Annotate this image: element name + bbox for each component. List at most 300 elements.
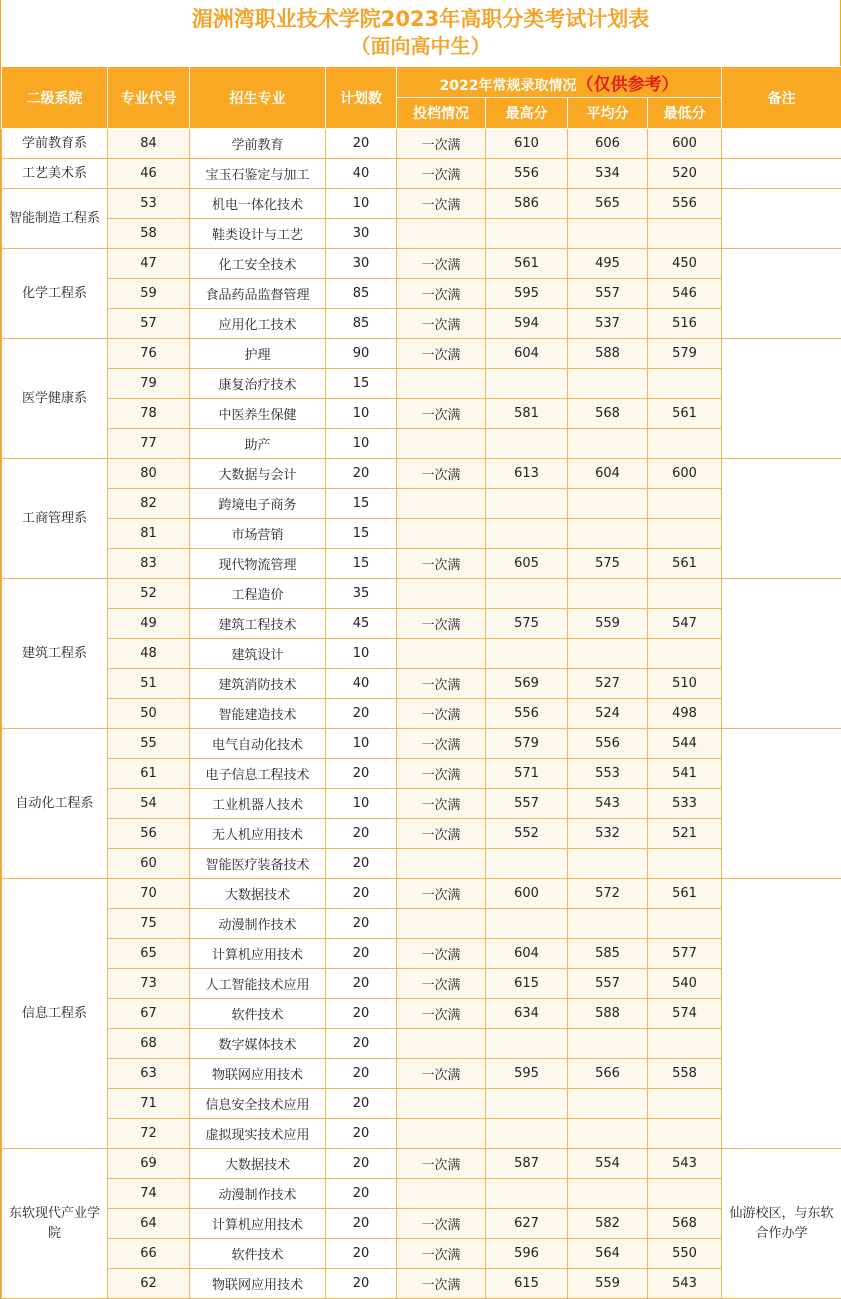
avg-cell	[568, 519, 648, 549]
plan-cell: 20	[326, 939, 397, 969]
major-cell: 物联网应用技术	[190, 1269, 326, 1299]
min-cell	[648, 909, 722, 939]
min-cell: 544	[648, 729, 722, 759]
code-cell: 63	[108, 1059, 190, 1089]
table-row	[2, 369, 841, 399]
max-cell	[486, 489, 568, 519]
plan-cell: 15	[326, 519, 397, 549]
avg-cell: 495	[568, 249, 648, 279]
page-title: 湄洲湾职业技术学院2023年高职分类考试计划表	[191, 7, 650, 31]
status-cell	[397, 639, 486, 669]
max-cell: 634	[486, 999, 568, 1029]
major-cell: 护理	[190, 339, 326, 369]
min-cell: 533	[648, 789, 722, 819]
max-cell: 556	[486, 699, 568, 729]
avg-cell: 575	[568, 549, 648, 579]
min-cell: 577	[648, 939, 722, 969]
code-cell: 72	[108, 1119, 190, 1149]
status-cell	[397, 489, 486, 519]
table-row	[2, 639, 841, 669]
header-max: 最高分	[486, 98, 568, 129]
min-cell: 520	[648, 159, 722, 189]
table-row	[2, 849, 841, 879]
avg-cell	[568, 489, 648, 519]
dept-cell: 学前教育系	[2, 129, 108, 159]
min-cell: 521	[648, 819, 722, 849]
table-row	[2, 609, 841, 639]
plan-cell: 15	[326, 549, 397, 579]
status-cell: 一次满	[397, 309, 486, 339]
plan-cell: 20	[326, 1179, 397, 1209]
min-cell: 579	[648, 339, 722, 369]
avg-cell	[568, 219, 648, 249]
avg-cell: 524	[568, 699, 648, 729]
min-cell	[648, 639, 722, 669]
max-cell: 561	[486, 249, 568, 279]
table-row	[2, 1029, 841, 1059]
code-cell: 65	[108, 939, 190, 969]
note-cell	[722, 189, 841, 249]
major-cell: 宝玉石鉴定与加工	[190, 159, 326, 189]
avg-cell	[568, 1119, 648, 1149]
major-cell: 建筑工程技术	[190, 609, 326, 639]
avg-cell: 568	[568, 399, 648, 429]
avg-cell: 565	[568, 189, 648, 219]
status-cell: 一次满	[397, 459, 486, 489]
code-cell: 47	[108, 249, 190, 279]
min-cell: 516	[648, 309, 722, 339]
avg-cell: 557	[568, 969, 648, 999]
min-cell: 450	[648, 249, 722, 279]
code-cell: 78	[108, 399, 190, 429]
min-cell: 550	[648, 1239, 722, 1269]
header-min: 最低分	[648, 98, 722, 129]
page-subtitle: （面向高中生）	[350, 34, 491, 58]
plan-cell: 20	[326, 1209, 397, 1239]
major-cell: 康复治疗技术	[190, 369, 326, 399]
code-cell: 73	[108, 969, 190, 999]
plan-cell: 20	[326, 819, 397, 849]
major-cell: 电气自动化技术	[190, 729, 326, 759]
note-cell	[722, 579, 841, 729]
code-cell: 48	[108, 639, 190, 669]
max-cell: 571	[486, 759, 568, 789]
plan-cell: 20	[326, 969, 397, 999]
plan-cell: 20	[326, 699, 397, 729]
code-cell: 54	[108, 789, 190, 819]
status-cell: 一次满	[397, 819, 486, 849]
major-cell: 动漫制作技术	[190, 1179, 326, 1209]
avg-cell	[568, 1029, 648, 1059]
status-cell: 一次满	[397, 969, 486, 999]
code-cell: 52	[108, 579, 190, 609]
plan-cell: 20	[326, 849, 397, 879]
table-row	[2, 519, 841, 549]
max-cell	[486, 1119, 568, 1149]
min-cell	[648, 519, 722, 549]
plan-cell: 20	[326, 999, 397, 1029]
table-row	[2, 909, 841, 939]
table-row	[2, 939, 841, 969]
major-cell: 大数据与会计	[190, 459, 326, 489]
status-cell	[397, 369, 486, 399]
table-row	[2, 669, 841, 699]
major-cell: 物联网应用技术	[190, 1059, 326, 1089]
major-cell: 虚拟现实技术应用	[190, 1119, 326, 1149]
min-cell: 574	[648, 999, 722, 1029]
table-row	[2, 129, 841, 159]
status-cell: 一次满	[397, 189, 486, 219]
status-cell: 一次满	[397, 1059, 486, 1089]
min-cell: 498	[648, 699, 722, 729]
code-cell: 70	[108, 879, 190, 909]
plan-cell: 10	[326, 729, 397, 759]
code-cell: 77	[108, 429, 190, 459]
code-cell: 56	[108, 819, 190, 849]
table-row	[2, 579, 841, 609]
code-cell: 69	[108, 1149, 190, 1179]
code-cell: 81	[108, 519, 190, 549]
major-cell: 市场营销	[190, 519, 326, 549]
avg-cell: 604	[568, 459, 648, 489]
code-cell: 60	[108, 849, 190, 879]
max-cell	[486, 909, 568, 939]
max-cell	[486, 1029, 568, 1059]
avg-cell: 553	[568, 759, 648, 789]
header-group-reference: （仅供参考）	[576, 74, 679, 95]
table-row	[2, 339, 841, 369]
avg-cell: 557	[568, 279, 648, 309]
major-cell: 计算机应用技术	[190, 939, 326, 969]
max-cell	[486, 369, 568, 399]
min-cell	[648, 1089, 722, 1119]
note-cell	[722, 879, 841, 1149]
code-cell: 75	[108, 909, 190, 939]
status-cell: 一次满	[397, 699, 486, 729]
min-cell: 556	[648, 189, 722, 219]
code-cell: 61	[108, 759, 190, 789]
max-cell: 615	[486, 1269, 568, 1299]
avg-cell: 554	[568, 1149, 648, 1179]
table-row	[2, 1239, 841, 1269]
avg-cell	[568, 429, 648, 459]
header-note: 备注	[722, 67, 841, 129]
major-cell: 跨境电子商务	[190, 489, 326, 519]
code-cell: 46	[108, 159, 190, 189]
plan-cell: 85	[326, 309, 397, 339]
major-cell: 大数据技术	[190, 1149, 326, 1179]
avg-cell	[568, 849, 648, 879]
major-cell: 建筑消防技术	[190, 669, 326, 699]
max-cell: 595	[486, 279, 568, 309]
table-row	[2, 219, 841, 249]
table-row	[2, 489, 841, 519]
status-cell: 一次满	[397, 759, 486, 789]
major-cell: 机电一体化技术	[190, 189, 326, 219]
max-cell: 604	[486, 339, 568, 369]
code-cell: 80	[108, 459, 190, 489]
avg-cell	[568, 579, 648, 609]
max-cell: 595	[486, 1059, 568, 1089]
major-cell: 中医养生保健	[190, 399, 326, 429]
code-cell: 58	[108, 219, 190, 249]
plan-table-body	[2, 129, 841, 1299]
avg-cell: 559	[568, 1269, 648, 1299]
plan-cell: 10	[326, 399, 397, 429]
code-cell: 79	[108, 369, 190, 399]
table-row	[2, 1149, 841, 1179]
code-cell: 53	[108, 189, 190, 219]
status-cell: 一次满	[397, 1209, 486, 1239]
status-cell	[397, 1179, 486, 1209]
major-cell: 软件技术	[190, 1239, 326, 1269]
plan-cell: 20	[326, 1029, 397, 1059]
code-cell: 55	[108, 729, 190, 759]
header-plan: 计划数	[326, 67, 397, 129]
plan-cell: 20	[326, 909, 397, 939]
table-row	[2, 1209, 841, 1239]
min-cell	[648, 1119, 722, 1149]
plan-cell: 20	[326, 129, 397, 159]
avg-cell: 572	[568, 879, 648, 909]
min-cell	[648, 369, 722, 399]
max-cell	[486, 639, 568, 669]
header-major: 招生专业	[190, 67, 326, 129]
avg-cell	[568, 909, 648, 939]
min-cell	[648, 489, 722, 519]
plan-cell: 20	[326, 1089, 397, 1119]
max-cell: 594	[486, 309, 568, 339]
max-cell: 613	[486, 459, 568, 489]
dept-cell: 工艺美术系	[2, 159, 108, 189]
plan-cell: 10	[326, 789, 397, 819]
table-row	[2, 429, 841, 459]
min-cell: 600	[648, 459, 722, 489]
plan-cell: 20	[326, 879, 397, 909]
header-code: 专业代号	[108, 67, 190, 129]
max-cell: 605	[486, 549, 568, 579]
min-cell: 543	[648, 1149, 722, 1179]
avg-cell: 606	[568, 129, 648, 159]
major-cell: 信息安全技术应用	[190, 1089, 326, 1119]
status-cell: 一次满	[397, 879, 486, 909]
status-cell: 一次满	[397, 399, 486, 429]
table-row	[2, 699, 841, 729]
note-cell	[722, 159, 841, 189]
status-cell: 一次满	[397, 669, 486, 699]
dept-cell: 智能制造工程系	[2, 189, 108, 249]
status-cell	[397, 1029, 486, 1059]
status-cell	[397, 849, 486, 879]
status-cell: 一次满	[397, 129, 486, 159]
avg-cell	[568, 1179, 648, 1209]
dept-cell: 医学健康系	[2, 339, 108, 459]
min-cell	[648, 849, 722, 879]
table-row	[2, 759, 841, 789]
major-cell: 人工智能技术应用	[190, 969, 326, 999]
plan-cell: 20	[326, 1149, 397, 1179]
max-cell: 569	[486, 669, 568, 699]
max-cell: 615	[486, 969, 568, 999]
table-row	[2, 1059, 841, 1089]
min-cell: 543	[648, 1269, 722, 1299]
plan-cell: 10	[326, 429, 397, 459]
plan-cell: 20	[326, 759, 397, 789]
max-cell	[486, 429, 568, 459]
major-cell: 应用化工技术	[190, 309, 326, 339]
plan-cell: 20	[326, 1059, 397, 1089]
min-cell: 558	[648, 1059, 722, 1089]
avg-cell: 582	[568, 1209, 648, 1239]
max-cell: 556	[486, 159, 568, 189]
status-cell: 一次满	[397, 1239, 486, 1269]
header-dept: 二级系院	[2, 67, 108, 129]
status-cell: 一次满	[397, 609, 486, 639]
plan-cell: 20	[326, 1269, 397, 1299]
code-cell: 50	[108, 699, 190, 729]
code-cell: 68	[108, 1029, 190, 1059]
major-cell: 工程造价	[190, 579, 326, 609]
table-row	[2, 999, 841, 1029]
avg-cell	[568, 1089, 648, 1119]
max-cell: 610	[486, 129, 568, 159]
plan-cell: 30	[326, 219, 397, 249]
avg-cell: 564	[568, 1239, 648, 1269]
major-cell: 建筑设计	[190, 639, 326, 669]
dept-cell: 建筑工程系	[2, 579, 108, 729]
plan-cell: 40	[326, 669, 397, 699]
avg-cell: 537	[568, 309, 648, 339]
code-cell: 66	[108, 1239, 190, 1269]
avg-cell: 534	[568, 159, 648, 189]
plan-table	[1, 66, 841, 1299]
max-cell	[486, 579, 568, 609]
table-row	[2, 279, 841, 309]
major-cell: 动漫制作技术	[190, 909, 326, 939]
avg-cell: 588	[568, 339, 648, 369]
table-row	[2, 1119, 841, 1149]
min-cell: 547	[648, 609, 722, 639]
status-cell: 一次满	[397, 339, 486, 369]
major-cell: 数字媒体技术	[190, 1029, 326, 1059]
major-cell: 助产	[190, 429, 326, 459]
min-cell	[648, 579, 722, 609]
dept-cell: 化学工程系	[2, 249, 108, 339]
status-cell	[397, 1119, 486, 1149]
table-row	[2, 459, 841, 489]
max-cell	[486, 219, 568, 249]
max-cell: 596	[486, 1239, 568, 1269]
avg-cell: 543	[568, 789, 648, 819]
status-cell	[397, 909, 486, 939]
avg-cell	[568, 639, 648, 669]
max-cell: 581	[486, 399, 568, 429]
major-cell: 工业机器人技术	[190, 789, 326, 819]
plan-cell: 85	[326, 279, 397, 309]
plan-cell: 10	[326, 189, 397, 219]
header-avg: 平均分	[568, 98, 648, 129]
plan-cell: 20	[326, 1239, 397, 1269]
plan-cell: 20	[326, 459, 397, 489]
max-cell: 600	[486, 879, 568, 909]
table-row	[2, 309, 841, 339]
max-cell	[486, 1089, 568, 1119]
avg-cell	[568, 369, 648, 399]
max-cell: 575	[486, 609, 568, 639]
min-cell	[648, 1179, 722, 1209]
note-cell	[722, 459, 841, 579]
min-cell: 510	[648, 669, 722, 699]
table-row	[2, 159, 841, 189]
note-cell: 仙游校区，与东软合作办学	[722, 1149, 841, 1299]
code-cell: 51	[108, 669, 190, 699]
avg-cell: 556	[568, 729, 648, 759]
status-cell: 一次满	[397, 279, 486, 309]
code-cell: 84	[108, 129, 190, 159]
major-cell: 化工安全技术	[190, 249, 326, 279]
table-row	[2, 729, 841, 759]
avg-cell: 532	[568, 819, 648, 849]
major-cell: 鞋类设计与工艺	[190, 219, 326, 249]
table-row	[2, 969, 841, 999]
plan-cell: 40	[326, 159, 397, 189]
max-cell: 627	[486, 1209, 568, 1239]
max-cell	[486, 1179, 568, 1209]
status-cell: 一次满	[397, 159, 486, 189]
max-cell: 552	[486, 819, 568, 849]
status-cell: 一次满	[397, 999, 486, 1029]
status-cell: 一次满	[397, 1269, 486, 1299]
note-cell	[722, 339, 841, 459]
status-cell: 一次满	[397, 1149, 486, 1179]
min-cell: 561	[648, 549, 722, 579]
plan-cell: 10	[326, 639, 397, 669]
table-row	[2, 789, 841, 819]
min-cell: 561	[648, 399, 722, 429]
max-cell	[486, 849, 568, 879]
dept-cell: 东软现代产业学院	[2, 1149, 108, 1299]
major-cell: 计算机应用技术	[190, 1209, 326, 1239]
min-cell: 561	[648, 879, 722, 909]
major-cell: 软件技术	[190, 999, 326, 1029]
major-cell: 食品药品监督管理	[190, 279, 326, 309]
status-cell: 一次满	[397, 549, 486, 579]
plan-cell: 15	[326, 369, 397, 399]
max-cell: 587	[486, 1149, 568, 1179]
table-row	[2, 399, 841, 429]
header-status: 投档情况	[397, 98, 486, 129]
code-cell: 62	[108, 1269, 190, 1299]
table-row	[2, 189, 841, 219]
status-cell	[397, 1089, 486, 1119]
min-cell: 568	[648, 1209, 722, 1239]
min-cell: 600	[648, 129, 722, 159]
min-cell: 541	[648, 759, 722, 789]
note-cell	[722, 129, 841, 159]
code-cell: 76	[108, 339, 190, 369]
major-cell: 学前教育	[190, 129, 326, 159]
avg-cell: 559	[568, 609, 648, 639]
code-cell: 82	[108, 489, 190, 519]
min-cell	[648, 1029, 722, 1059]
table-row	[2, 879, 841, 909]
code-cell: 57	[108, 309, 190, 339]
min-cell	[648, 219, 722, 249]
code-cell: 64	[108, 1209, 190, 1239]
major-cell: 智能医疗装备技术	[190, 849, 326, 879]
dept-cell: 工商管理系	[2, 459, 108, 579]
major-cell: 现代物流管理	[190, 549, 326, 579]
